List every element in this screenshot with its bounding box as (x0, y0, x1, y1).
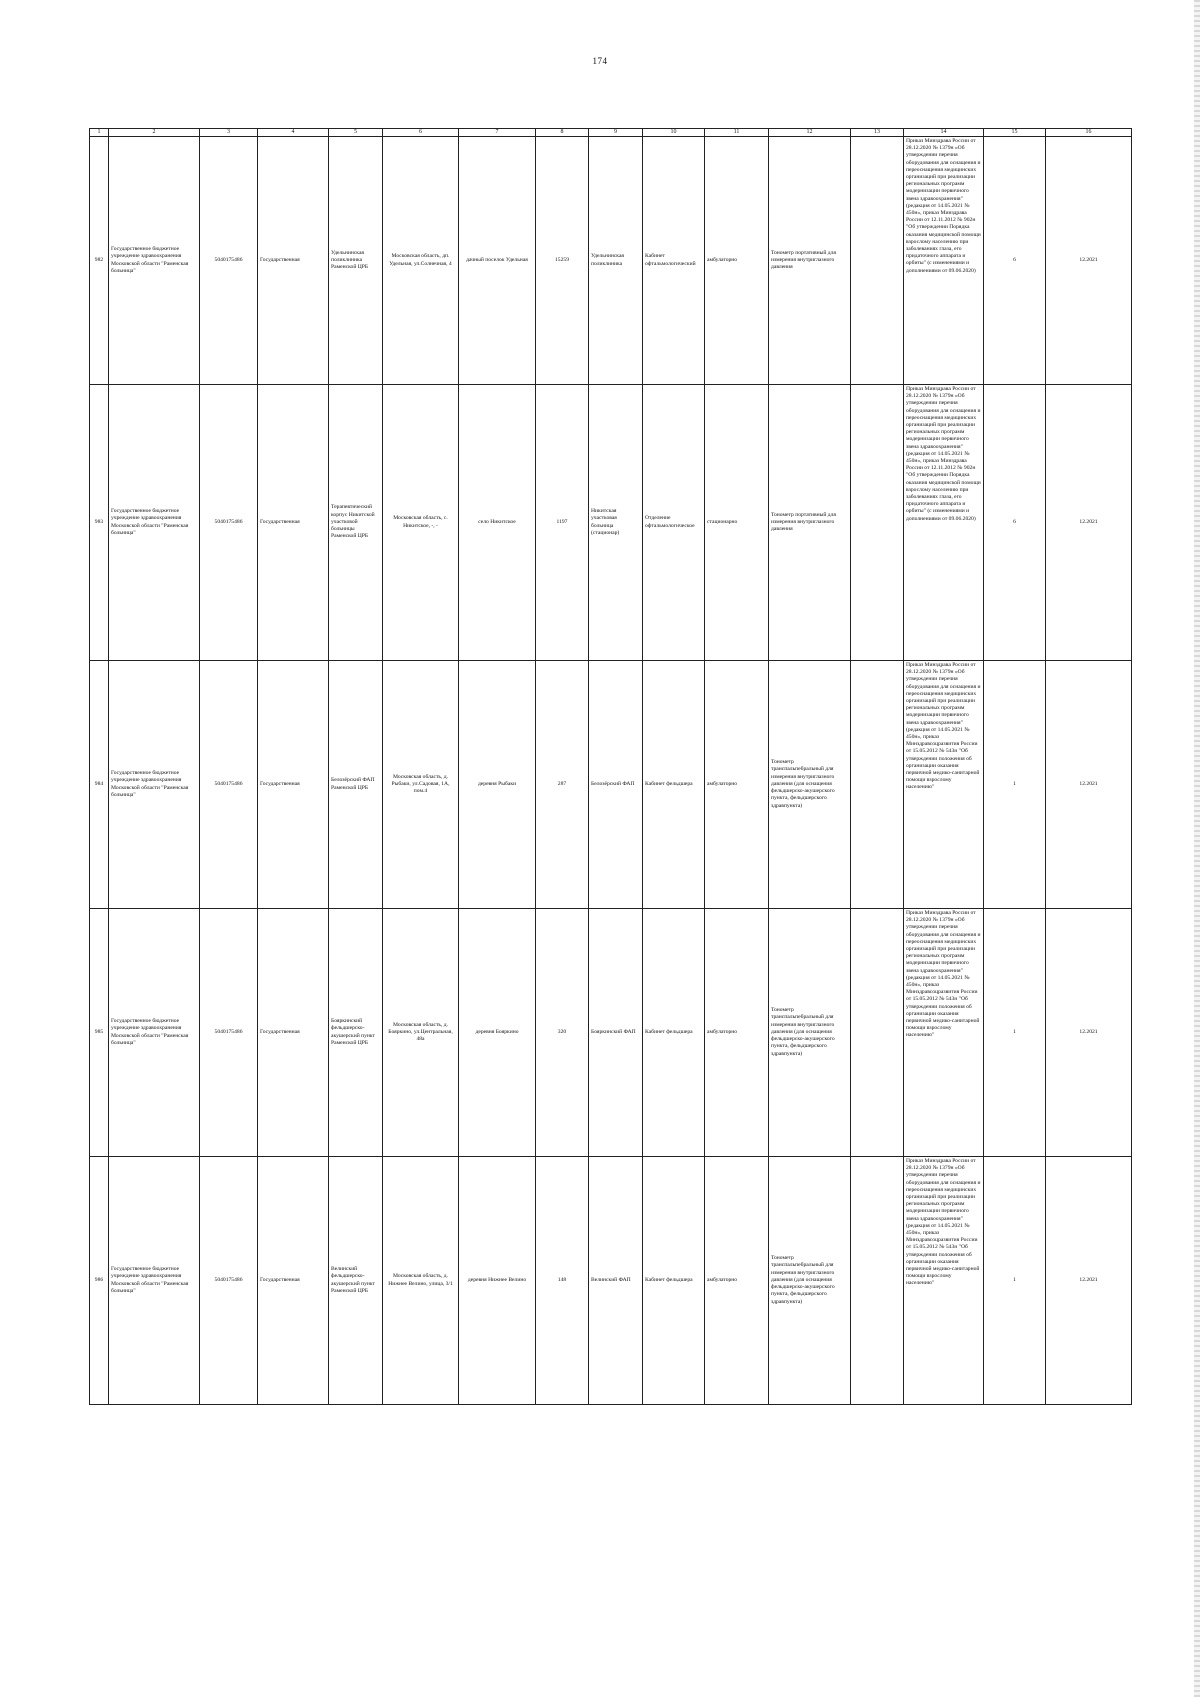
subdivision: Удельнинская поликлиника (589, 137, 643, 385)
structural-unit: Велинский фельдшерско-акушерский пункт Раменской ЦРБ (329, 1157, 383, 1405)
equipment-table (89, 128, 1132, 1405)
column-number: 10 (643, 129, 705, 137)
equipment-name: Тонометр транспальпебральный для измерения внутриглазного давления (для оснащения фельдшерско-акушерского пункта, фельдшерского здравпункта) (769, 1157, 851, 1405)
column-number: 9 (589, 129, 643, 137)
equipment-name: Тонометр портативный для измерения внутриглазного давления (769, 137, 851, 385)
table-row (90, 137, 1132, 385)
column-13 (851, 1157, 904, 1405)
organization-name: Государственное бюджетное учреждение здравоохранения Московской области "Раменская больница" (109, 1157, 200, 1405)
locality: дачный поселок Удельная (459, 137, 536, 385)
column-13 (851, 385, 904, 661)
locality: деревня Нижнее Велино (459, 1157, 536, 1405)
table-row (90, 385, 1132, 661)
population: 148 (536, 1157, 589, 1405)
regulation: Приказ Минздрава России от 28.12.2020 № 1379н «Об утверждении перечня оборудования для оснащения и переоснащения медицинских организаций при реализации региональных программ модернизации первичного звена здравоохранения"(редакция от 14.05.2021 № 450н», приказ Минздравсоцразвития России от 15.05.2012 № 543н "Об утверждении положения об организации оказания первичной медико-санитарной помощи взрослому населению" (904, 661, 984, 909)
column-number: 7 (459, 129, 536, 137)
row-number: 984 (90, 661, 109, 909)
regulation: Приказ Минздрава России от 28.12.2020 № 1379н «Об утверждении перечня оборудования для оснащения и переоснащения медицинских организаций при реализации региональных программ модернизации первичного звена здравоохранения"(редакция от 14.05.2021 № 450н», приказ Минздравсоцразвития России от 15.05.2012 № 543н "Об утверждении положения об организации оказания первичной медико-санитарной помощи взрослому населению" (904, 1157, 984, 1405)
scan-edge (1194, 0, 1200, 1697)
care-conditions: стационарно (705, 385, 769, 661)
delivery-date: 12.2021 (1046, 137, 1132, 385)
care-conditions: амбулаторно (705, 137, 769, 385)
department: Кабинет офтальмологический (643, 137, 705, 385)
regulation: Приказ Минздрава России от 28.12.2020 № 1379н «Об утверждении перечня оборудования для оснащения и переоснащения медицинских организаций при реализации региональных программ модернизации первичного звена здравоохранения"(редакция от 14.05.2021 № 450н», приказ Минздрава России от 12.11.2012 № 902н "Об утверждении Порядка оказания медицинской помощи взрослому населению при заболеваниях глаза, его придаточного аппарата и орбиты" (с изменениями и дополнениями от 09.06.2020) (904, 385, 984, 661)
ownership-form: Государственная (258, 385, 329, 661)
table-row (90, 1157, 1132, 1405)
delivery-date: 12.2021 (1046, 909, 1132, 1157)
population: 320 (536, 909, 589, 1157)
quantity: 1 (984, 909, 1046, 1157)
address: Московская область, д. Нижнее Велино, улица, 3/1 (383, 1157, 459, 1405)
regulation: Приказ Минздрава России от 28.12.2020 № 1379н «Об утверждении перечня оборудования для оснащения и переоснащения медицинских организаций при реализации региональных программ модернизации первичного звена здравоохранения"(редакция от 14.05.2021 № 450н», приказ Минздрава России от 12.11.2012 № 902н "Об утверждении Порядка оказания медицинской помощи взрослому населению при заболеваниях глаза, его придаточного аппарата и орбиты" (с изменениями и дополнениями от 09.06.2020) (904, 137, 984, 385)
subdivision: Белозёрский ФАП (589, 661, 643, 909)
column-13 (851, 909, 904, 1157)
department: Отделение офтальмологическое (643, 385, 705, 661)
organization-name: Государственное бюджетное учреждение здравоохранения Московской области "Раменская больница" (109, 909, 200, 1157)
column-number: 13 (851, 129, 904, 137)
row-number: 986 (90, 1157, 109, 1405)
column-number: 5 (329, 129, 383, 137)
organization-name: Государственное бюджетное учреждение здравоохранения Московской области "Раменская больница" (109, 661, 200, 909)
address: Московская область, д. Рыбаки, ул.Садовая, 1А, пом.4 (383, 661, 459, 909)
delivery-date: 12.2021 (1046, 385, 1132, 661)
address: Московская область, дп. Удельная, ул.Солнечная, 4 (383, 137, 459, 385)
ownership-form: Государственная (258, 137, 329, 385)
inn: 5040175486 (200, 1157, 258, 1405)
quantity: 1 (984, 661, 1046, 909)
column-number: 11 (705, 129, 769, 137)
organization-name: Государственное бюджетное учреждение здравоохранения Московской области "Раменская больница" (109, 137, 200, 385)
inn: 5040175486 (200, 385, 258, 661)
ownership-form: Государственная (258, 909, 329, 1157)
structural-unit: Бояркинский фельдшерско-акушерский пункт Раменской ЦРБ (329, 909, 383, 1157)
ownership-form: Государственная (258, 661, 329, 909)
column-13 (851, 661, 904, 909)
delivery-date: 12.2021 (1046, 661, 1132, 909)
row-number: 982 (90, 137, 109, 385)
column-number: 3 (200, 129, 258, 137)
delivery-date: 12.2021 (1046, 1157, 1132, 1405)
locality: село Никитское (459, 385, 536, 661)
address: Московская область, с. Никитское, -, - (383, 385, 459, 661)
column-number: 15 (984, 129, 1046, 137)
column-number: 14 (904, 129, 984, 137)
care-conditions: амбулаторно (705, 909, 769, 1157)
table-row (90, 909, 1132, 1157)
department: Кабинет фельдшера (643, 1157, 705, 1405)
row-number: 985 (90, 909, 109, 1157)
subdivision: Никитская участковая больница (стационар) (589, 385, 643, 661)
department: Кабинет фельдшера (643, 909, 705, 1157)
structural-unit: Терапевтический корпус Никитской участковой больницы Раменской ЦРБ (329, 385, 383, 661)
column-number: 2 (109, 129, 200, 137)
subdivision: Велинский ФАП (589, 1157, 643, 1405)
column-number: 1 (90, 129, 109, 137)
column-number: 12 (769, 129, 851, 137)
address: Московская область, д. Бояркино, ул.Центральная, 48а (383, 909, 459, 1157)
structural-unit: Удельнинская поликлиника Раменской ЦРБ (329, 137, 383, 385)
structural-unit: Белозёрский ФАП Раменской ЦРБ (329, 661, 383, 909)
column-number-row (90, 129, 1132, 137)
locality: деревня Рыбаки (459, 661, 536, 909)
column-number: 6 (383, 129, 459, 137)
inn: 5040175486 (200, 661, 258, 909)
care-conditions: амбулаторно (705, 661, 769, 909)
locality: деревня Бояркино (459, 909, 536, 1157)
care-conditions: амбулаторно (705, 1157, 769, 1405)
inn: 5040175486 (200, 909, 258, 1157)
equipment-name: Тонометр портативный для измерения внутриглазного давления (769, 385, 851, 661)
quantity: 1 (984, 1157, 1046, 1405)
column-number: 8 (536, 129, 589, 137)
row-number: 983 (90, 385, 109, 661)
column-13 (851, 137, 904, 385)
population: 287 (536, 661, 589, 909)
quantity: 6 (984, 385, 1046, 661)
department: Кабинет фельдшера (643, 661, 705, 909)
ownership-form: Государственная (258, 1157, 329, 1405)
equipment-name: Тонометр транспальпебральный для измерения внутриглазного давления (для оснащения фельдшерско-акушерского пункта, фельдшерского здравпункта) (769, 909, 851, 1157)
column-number: 4 (258, 129, 329, 137)
inn: 5040175486 (200, 137, 258, 385)
regulation: Приказ Минздрава России от 28.12.2020 № 1379н «Об утверждении перечня оборудования для оснащения и переоснащения медицинских организаций при реализации региональных программ модернизации первичного звена здравоохранения"(редакция от 14.05.2021 № 450н», приказ Минздравсоцразвития России от 15.05.2012 № 543н "Об утверждении положения об организации оказания первичной медико-санитарной помощи взрослому населению" (904, 909, 984, 1157)
subdivision: Бояркинский ФАП (589, 909, 643, 1157)
population: 1197 (536, 385, 589, 661)
organization-name: Государственное бюджетное учреждение здравоохранения Московской области "Раменская больница" (109, 385, 200, 661)
equipment-name: Тонометр транспальпебральный для измерения внутриглазного давления (для оснащения фельдшерско-акушерского пункта, фельдшерского здравпункта) (769, 661, 851, 909)
quantity: 6 (984, 137, 1046, 385)
table-row (90, 661, 1132, 909)
population: 15259 (536, 137, 589, 385)
page-number: 174 (592, 56, 608, 66)
column-number: 16 (1046, 129, 1132, 137)
